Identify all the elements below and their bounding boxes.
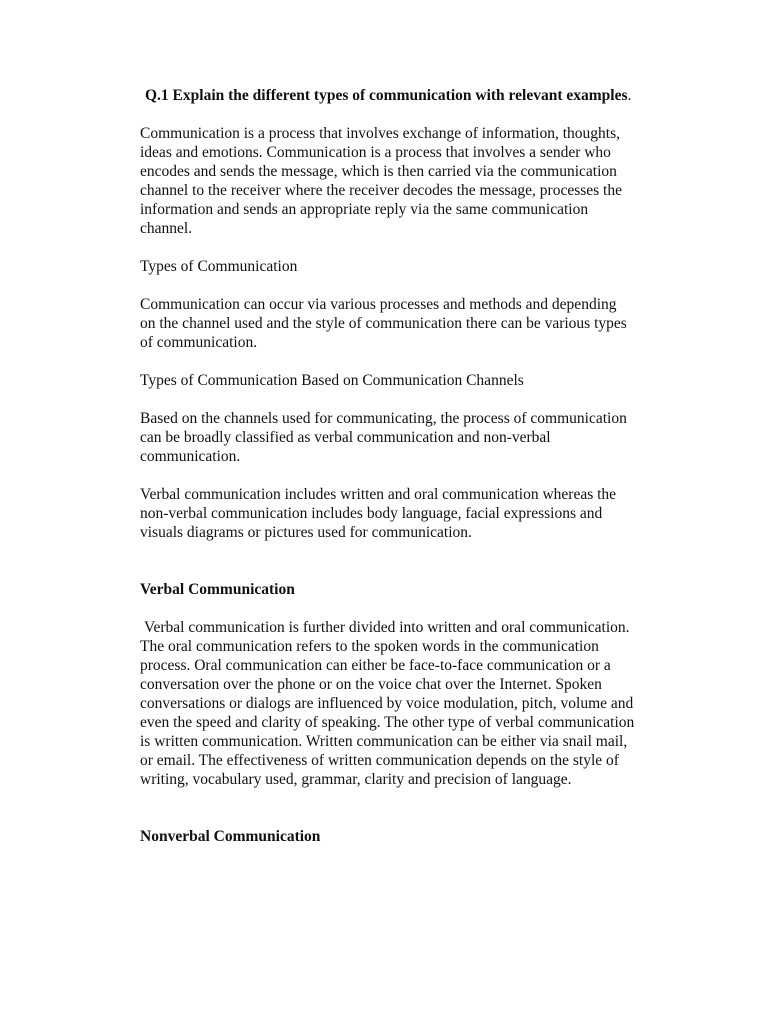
verbal-communication-heading: Verbal Communication <box>140 581 295 598</box>
paragraph-channel-classification: Based on the channels used for communicating, the process of communication can be broadly classified as verbal communication and non-verbal communication. <box>140 410 627 465</box>
question-heading <box>140 86 635 105</box>
paragraph-verbal-nonverbal-overview: Verbal communication includes written and oral communication whereas the non-verbal communication includes body language, facial expressions and visuals diagrams or pictures used for communication. <box>140 486 617 541</box>
paragraph-communication-methods: Communication can occur via various processes and methods and depending on the channel used and the style of communication there can be various types of communication. <box>140 296 627 351</box>
question-heading-text: Q.1 Explain the different types of communication with relevant examples <box>145 87 628 104</box>
paragraph-communication-definition: Communication is a process that involves exchange of information, thoughts, ideas and emotions. Communication is a process that involves a sender who encodes and sends the message, which is then carried via the communication channel to the receiver where the receiver decodes the message, processes the information and sends an appropriate reply via the same communication channel. <box>140 125 622 237</box>
paragraph-types-of-communication: Types of Communication <box>140 258 298 275</box>
nonverbal-communication-heading: Nonverbal Communication <box>140 828 321 845</box>
paragraph-verbal-communication: Verbal communication is further divided into written and oral communication. The oral communication refers to the spoken words in the communication process. Oral communication can either be face-to-face communication or a conversation over the phone or on the voice chat over the Internet. Spoken conversations or dialogs are influenced by voice modulation, pitch, volume and even the speed and clarity of speaking. The other type of verbal communication is written communication. Written communication can be either via snail mail, or email. The effectiveness of written communication depends on the style of writing, vocabulary used, grammar, clarity and precision of language. <box>140 619 635 788</box>
spacer <box>140 561 635 580</box>
question-heading-trail: . <box>627 87 632 104</box>
spacer <box>140 808 635 827</box>
paragraph-types-based-on-channels: Types of Communication Based on Communication Channels <box>140 372 524 389</box>
document-body <box>140 86 635 865</box>
